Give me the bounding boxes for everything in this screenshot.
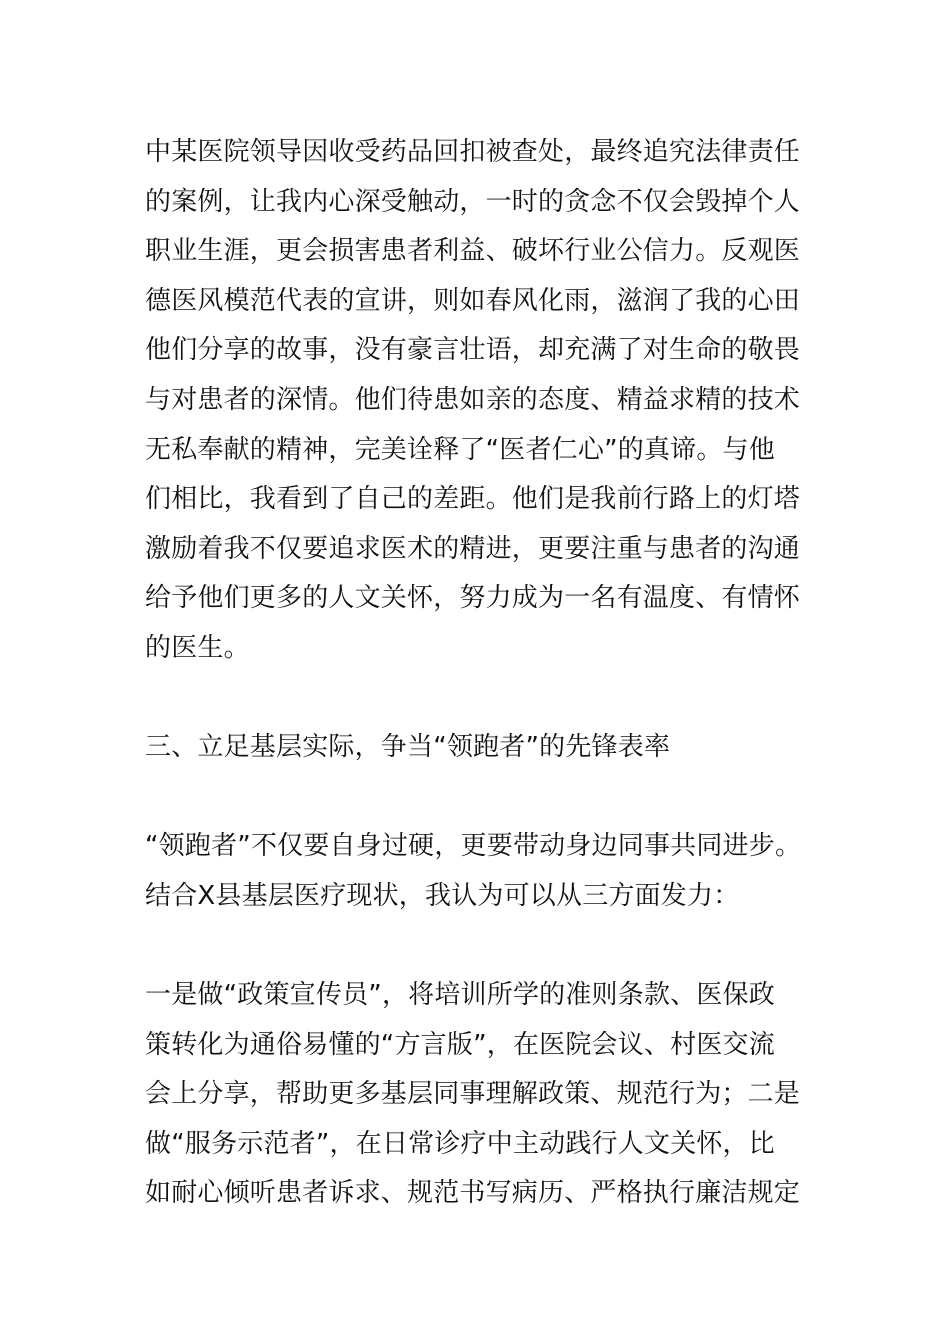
text-line: 们相比，我看到了自己的差距。他们是我前行路上的灯塔 bbox=[145, 484, 801, 515]
text-line: 与对患者的深情。他们待患如亲的态度、精益求精的技术 bbox=[145, 384, 801, 415]
text-line: 结合X县基层医疗现状，我认为可以从三方面发力： bbox=[145, 880, 740, 911]
text-line: 给予他们更多的人文关怀，努力成为一名有温度、有情怀 bbox=[145, 583, 801, 614]
paragraph-3 bbox=[145, 971, 809, 1219]
text-line: “领跑者”不仅要自身过硬，更要带动身边同事共同进步。 bbox=[145, 831, 802, 862]
text-line: 中某医院领导因收受药品回扣被查处，最终追究法律责任 bbox=[145, 137, 801, 167]
text-line: 德医风模范代表的宣讲，则如春风化雨，滋润了我的心田 bbox=[145, 285, 801, 316]
section-heading: 三、立足基层实际，争当“领跑者”的先锋表率 bbox=[145, 732, 671, 763]
text-line: 的案例，让我内心深受触动，一时的贪念不仅会毁掉个人 bbox=[145, 186, 801, 217]
text-line: 的医生。 bbox=[145, 632, 250, 663]
paragraph-spacer bbox=[145, 922, 809, 972]
paragraph-1 bbox=[145, 128, 809, 674]
text-line: 做“服务示范者”，在日常诊疗中主动践行人文关怀，比 bbox=[145, 1128, 775, 1159]
text-line: 激励着我不仅要追求医术的精进，更要注重与患者的沟通 bbox=[145, 533, 801, 564]
text-line: 策转化为通俗易懂的“方言版”，在医院会议、村医交流 bbox=[145, 1029, 775, 1060]
paragraph-spacer bbox=[145, 674, 809, 724]
document-page bbox=[145, 128, 809, 1219]
text-line: 如耐心倾听患者诉求、规范书写病历、严格执行廉洁规定 bbox=[145, 1178, 801, 1209]
text-line: 会上分享，帮助更多基层同事理解政策、规范行为；二是 bbox=[145, 1079, 801, 1110]
text-line: 一是做“政策宣传员”，将培训所学的准则条款、医保政 bbox=[145, 980, 775, 1011]
text-line: 职业生涯，更会损害患者利益、破坏行业公信力。反观医 bbox=[145, 236, 801, 267]
paragraph-2 bbox=[145, 822, 809, 921]
text-line: 他们分享的故事，没有豪言壮语，却充满了对生命的敬畏 bbox=[145, 335, 801, 366]
text-line: 无私奉献的精神，完美诠释了“医者仁心”的真谛。与他 bbox=[145, 434, 775, 465]
paragraph-spacer bbox=[145, 773, 809, 823]
